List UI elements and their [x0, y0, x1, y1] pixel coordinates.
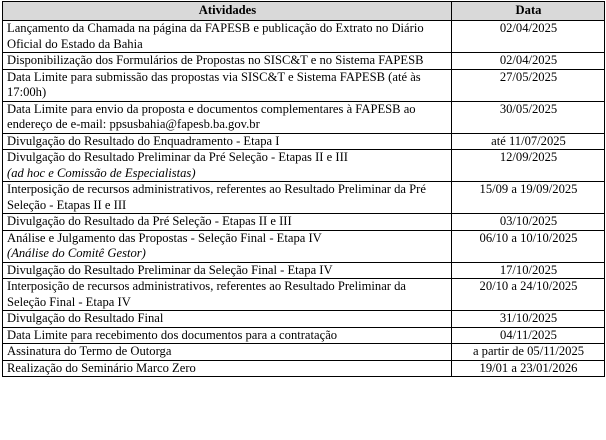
- date-cell: 02/04/2025: [452, 21, 605, 53]
- table-row: [3, 182, 605, 214]
- date-cell: 03/10/2025: [452, 214, 605, 231]
- activity-text: Data Limite para envio da proposta e documentos complementares à FAPESB ao endereço de e-mail: ppsusbahia@fapesb.ba.gov.br: [7, 101, 416, 131]
- date-cell: 02/04/2025: [452, 53, 605, 70]
- table-row: [3, 327, 605, 344]
- activity-text: Realização do Seminário Marco Zero: [7, 360, 196, 375]
- activity-note: (Análise do Comitê Gestor): [7, 246, 146, 260]
- date-cell: 20/10 a 24/10/2025: [452, 279, 605, 311]
- date-cell: 19/01 a 23/01/2026: [452, 360, 605, 377]
- table-row: [3, 360, 605, 377]
- table-row: [3, 101, 605, 133]
- activity-cell: [3, 69, 452, 101]
- activity-cell: [3, 214, 452, 231]
- activity-text: Data Limite para recebimento dos documentos para a contratação: [7, 327, 338, 342]
- table-row: [3, 214, 605, 231]
- activity-cell: [3, 279, 452, 311]
- date-cell: 30/05/2025: [452, 101, 605, 133]
- table-row: [3, 344, 605, 361]
- activity-text: Divulgação do Resultado da Pré Seleção - Etapas II e III: [7, 214, 292, 228]
- activity-text: Análise e Julgamento das Propostas - Seleção Final - Etapa IV: [7, 230, 322, 245]
- schedule-table-body: [3, 21, 605, 377]
- schedule-table: [2, 1, 605, 377]
- date-cell: 12/09/2025: [452, 150, 605, 182]
- date-cell: 15/09 a 19/09/2025: [452, 182, 605, 214]
- activity-cell: [3, 150, 452, 182]
- table-row: [3, 279, 605, 311]
- column-header-activities: Atividades: [3, 2, 452, 21]
- activity-text: Disponibilização dos Formulários de Propostas no SISC&T e no Sistema FAPESB: [7, 53, 424, 67]
- table-row: [3, 262, 605, 279]
- activity-cell: [3, 327, 452, 344]
- column-header-date: Data: [452, 2, 605, 21]
- activity-text: Divulgação do Resultado Preliminar da Seleção Final - Etapa IV: [7, 262, 333, 277]
- date-cell: 06/10 a 10/10/2025: [452, 230, 605, 262]
- activity-text: Divulgação do Resultado do Enquadramento - Etapa I: [7, 133, 280, 148]
- activity-cell: [3, 360, 452, 377]
- date-cell: a partir de 05/11/2025: [452, 344, 605, 361]
- table-row: [3, 21, 605, 53]
- table-row: [3, 133, 605, 150]
- activity-cell: [3, 344, 452, 361]
- table-row: [3, 311, 605, 328]
- table-header-row: [3, 2, 605, 21]
- activity-text: Interposição de recursos administrativos, referentes ao Resultado Preliminar da Seleção Final - Etapa IV: [7, 279, 407, 309]
- activity-text: Lançamento da Chamada na página da FAPESB e publicação do Extrato no Diário Oficial do Estado da Bahia: [7, 21, 424, 51]
- date-cell: 17/10/2025: [452, 262, 605, 279]
- activity-cell: [3, 133, 452, 150]
- table-row: [3, 53, 605, 70]
- activity-cell: [3, 311, 452, 328]
- activity-text: Divulgação do Resultado Preliminar da Pré Seleção - Etapas II e III: [7, 150, 348, 164]
- activity-cell: [3, 262, 452, 279]
- activity-text: Data Limite para submissão das propostas via SISC&T e Sistema FAPESB (até às 17:00h): [7, 69, 421, 99]
- activity-cell: [3, 53, 452, 70]
- activity-cell: [3, 182, 452, 214]
- table-row: [3, 150, 605, 182]
- activity-text: Interposição de recursos administrativos, referentes ao Resultado Preliminar da Pré Seleção - Etapas II e III: [7, 182, 426, 212]
- date-cell: até 11/07/2025: [452, 133, 605, 150]
- table-row: [3, 230, 605, 262]
- date-cell: 31/10/2025: [452, 311, 605, 328]
- activity-cell: [3, 21, 452, 53]
- activity-text: Divulgação do Resultado Final: [7, 311, 164, 325]
- date-cell: 04/11/2025: [452, 327, 605, 344]
- activity-cell: [3, 230, 452, 262]
- activity-note: (ad hoc e Comissão de Especialistas): [7, 165, 196, 180]
- activity-cell: [3, 101, 452, 133]
- activity-text: Assinatura do Termo de Outorga: [7, 344, 172, 358]
- table-row: [3, 69, 605, 101]
- date-cell: 27/05/2025: [452, 69, 605, 101]
